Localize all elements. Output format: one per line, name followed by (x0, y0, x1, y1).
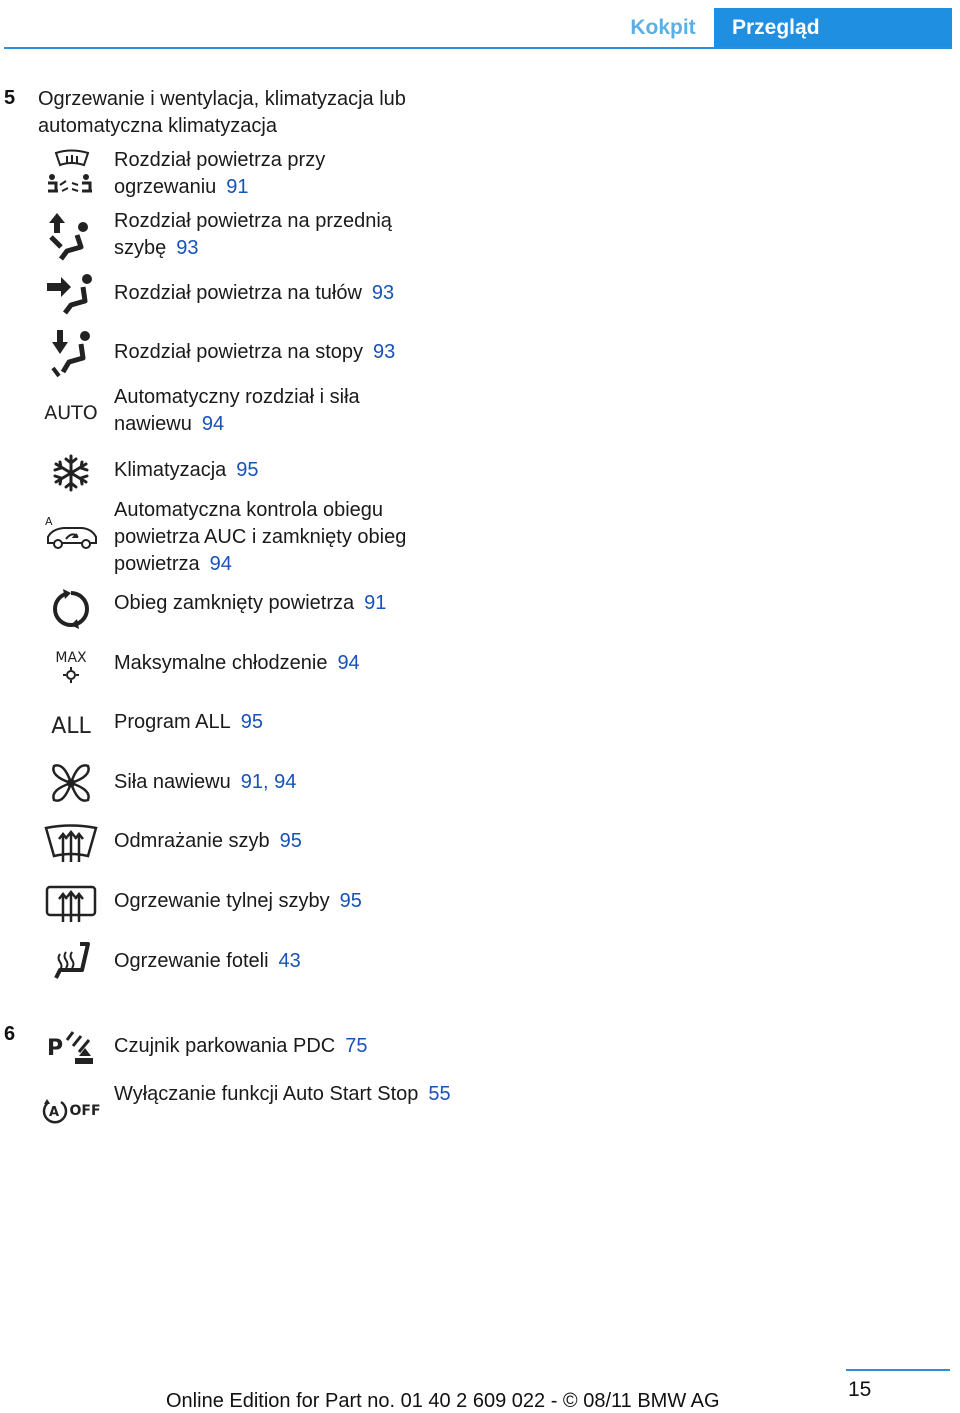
page-link[interactable]: 75 (345, 1035, 368, 1057)
list-item (40, 880, 520, 930)
page-link[interactable]: 94 (201, 413, 225, 435)
list-item (40, 756, 520, 810)
list-item (40, 1080, 520, 1140)
page-link[interactable]: 91 (226, 176, 249, 198)
page-number-rule (846, 1369, 950, 1371)
page-link[interactable]: 95 (236, 459, 259, 481)
section-title: Ogrzewanie i wentylacja, klimatyzacja lub automatyczna klimatyzacja (38, 88, 406, 137)
header-tabs (612, 8, 952, 48)
page-link[interactable]: 93 (176, 237, 199, 259)
list-item (40, 208, 520, 264)
entry-text: Czujnik parkowania PDC 75 (114, 1035, 368, 1057)
recirculation-icon (40, 584, 102, 634)
entry-text: Rozdział powietrza na tułów 93 (114, 282, 395, 304)
entry-text: Rozdział powietrza przy ogrzewaniu 91 (114, 149, 326, 198)
entry-text: Siła nawiewu 91, 94 (114, 771, 297, 793)
list-item (40, 450, 520, 496)
page-link[interactable]: 94 (274, 771, 297, 793)
air-to-torso-icon (40, 268, 102, 320)
entry-text: Automatyczny rozdział i siła nawiewu 94 (114, 386, 360, 435)
entry-text: Rozdział powietrza na stopy 93 (114, 341, 396, 363)
page-link[interactable]: 91 (240, 771, 263, 793)
list-item (40, 584, 520, 634)
page-number: 15 (848, 1378, 872, 1401)
entry-text: Program ALL 95 (114, 711, 263, 733)
page-link[interactable]: 43 (278, 950, 301, 972)
entry-text: Automatyczna kontrola obiegu powietrza AUC i zamknięty obieg powietrza 94 (114, 499, 407, 575)
auc-recirculation-icon (40, 503, 102, 563)
header-rule (4, 47, 952, 49)
max-cooling-icon: MAX (40, 644, 102, 690)
entry-text: Odmrażanie szyb 95 (114, 830, 302, 852)
list-item (40, 1024, 520, 1072)
all-program-icon: ALL (51, 713, 91, 739)
fan-icon (40, 756, 102, 810)
auto-icon: AUTO (44, 402, 98, 424)
air-to-windshield-icon (40, 208, 102, 264)
page-link[interactable]: 93 (373, 341, 396, 363)
list-item (40, 938, 520, 988)
list-item (40, 384, 520, 442)
auto-start-stop-off-icon: A OFF (40, 1084, 102, 1138)
footer-edition-text: Online Edition for Part no. 01 40 2 609 022 - © 08/11 BMW AG (166, 1390, 720, 1412)
list-item (40, 820, 520, 870)
list-item (40, 326, 520, 380)
page-link[interactable]: 93 (371, 282, 395, 304)
snowflake-icon (40, 450, 102, 496)
entry-text: Wyłączanie funkcji Auto Start Stop 55 (114, 1083, 451, 1105)
page-link[interactable]: 95 (240, 711, 263, 733)
section-number: 6 (4, 1023, 16, 1045)
entry-text: Klimatyzacja 95 (114, 459, 259, 481)
page-link[interactable]: 94 (337, 652, 360, 674)
list-item (40, 704, 520, 748)
entry-text: Rozdział powietrza na przednią szybę 93 (114, 210, 392, 259)
list-item (40, 146, 520, 204)
entry-text: Ogrzewanie tylnej szyby 95 (114, 890, 362, 912)
entry-text: Ogrzewanie foteli 43 (114, 950, 301, 972)
entry-text: Maksymalne chłodzenie 94 (114, 652, 360, 674)
page-link[interactable]: 91 (364, 592, 387, 614)
rear-window-defrost-icon (40, 880, 102, 930)
seat-heating-icon (40, 938, 102, 988)
list-item (40, 497, 520, 581)
section-number: 5 (4, 87, 16, 109)
pdc-icon: P (40, 1024, 102, 1072)
air-distribution-heating-icon (40, 146, 102, 204)
list-item (40, 644, 520, 694)
tab-przeglad[interactable]: Przegląd (714, 8, 952, 48)
page-link[interactable]: 55 (428, 1083, 451, 1105)
windshield-defrost-icon (40, 820, 102, 870)
tab-kokpit[interactable]: Kokpit (612, 8, 714, 48)
entry-text: Obieg zamknięty powietrza 91 (114, 592, 387, 614)
svg-text:A: A (49, 1105, 60, 1120)
list-item (40, 268, 520, 320)
svg-text:A: A (45, 515, 53, 528)
page-link[interactable]: 95 (279, 830, 302, 852)
page-link[interactable]: 94 (209, 553, 232, 575)
air-to-feet-icon (40, 326, 102, 380)
page-link[interactable]: 95 (339, 890, 362, 912)
